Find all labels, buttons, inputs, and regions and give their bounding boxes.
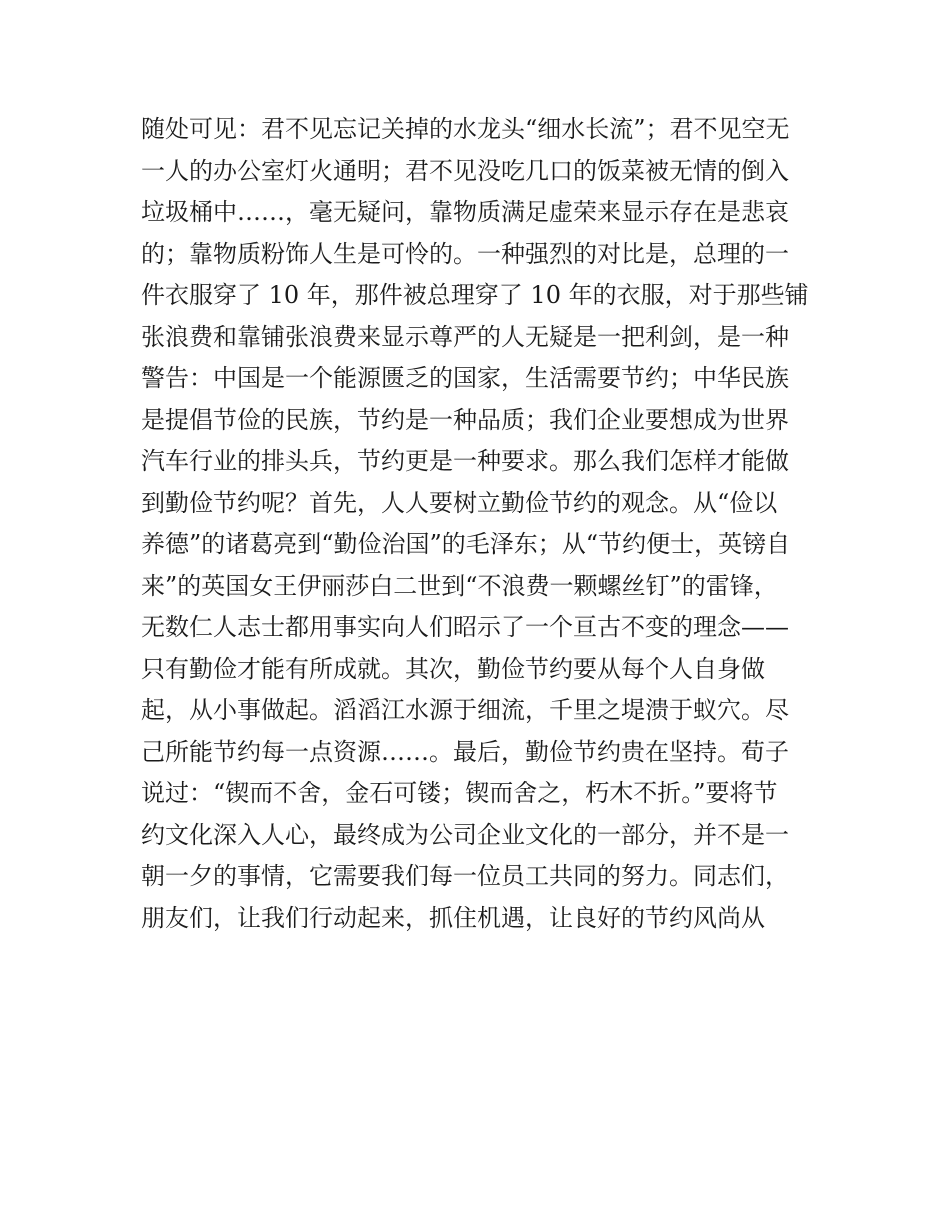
text-line-19: 朝一夕的事情，它需要我们每一位员工共同的努力。同志们，	[141, 862, 789, 890]
text-line-8: 是提倡节俭的民族，节约是一种品质；我们企业要想成为世界	[141, 405, 789, 434]
text-line-5: 件衣服穿了 10 年，那件被总理穿了 10 年的衣服，对于那些铺	[141, 281, 809, 309]
body-text	[141, 109, 821, 939]
text-line-15: 起，从小事做起。滔滔江水源于细流，千里之堤溃于蚁穴。尽	[141, 696, 789, 724]
text-line-3: 垃圾桶中……，毫无疑问，靠物质满足虚荣来显示存在是悲哀	[141, 198, 789, 226]
text-line-7: 警告：中国是一个能源匮乏的国家，生活需要节约；中华民族	[141, 364, 789, 392]
text-line-16: 己所能节约每一点资源……。最后，勤俭节约贵在坚持。荀子	[141, 737, 789, 766]
text-line-12: 来”的英国女王伊丽莎白二世到“不浪费一颗螺丝钉”的雷锋，	[141, 571, 778, 600]
text-line-2: 一人的办公室灯火通明；君不见没吃几口的饭菜被无情的倒入	[141, 156, 789, 185]
text-line-4: 的；靠物质粉饰人生是可怜的。一种强烈的对比是，总理的一	[141, 239, 789, 268]
text-line-10: 到勤俭节约呢？首先，人人要树立勤俭节约的观念。从“俭以	[141, 488, 778, 517]
text-line-11: 养德”的诸葛亮到“勤俭治国”的毛泽东；从“节约便士，英镑自	[141, 530, 791, 558]
text-line-13: 无数仁人志士都用事实向人们昭示了一个亘古不变的理念——	[141, 613, 789, 641]
text-line-14: 只有勤俭才能有所成就。其次，勤俭节约要从每个人自身做	[141, 654, 765, 683]
text-line-20: 朋友们，让我们行动起来，抓住机遇，让良好的节约风尚从	[141, 903, 765, 932]
text-line-18: 约文化深入人心，最终成为公司企业文化的一部分，并不是一	[141, 820, 789, 849]
text-line-6: 张浪费和靠铺张浪费来显示尊严的人无疑是一把利剑，是一种	[141, 322, 789, 351]
text-line-1: 随处可见：君不见忘记关掉的水龙头“细水长流”；君不见空无	[141, 115, 790, 143]
text-line-17: 说过：“锲而不舍，金石可镂；锲而舍之，朽木不折。”要将节	[141, 779, 778, 807]
text-line-9: 汽车行业的排头兵，节约更是一种要求。那么我们怎样才能做	[141, 447, 789, 475]
